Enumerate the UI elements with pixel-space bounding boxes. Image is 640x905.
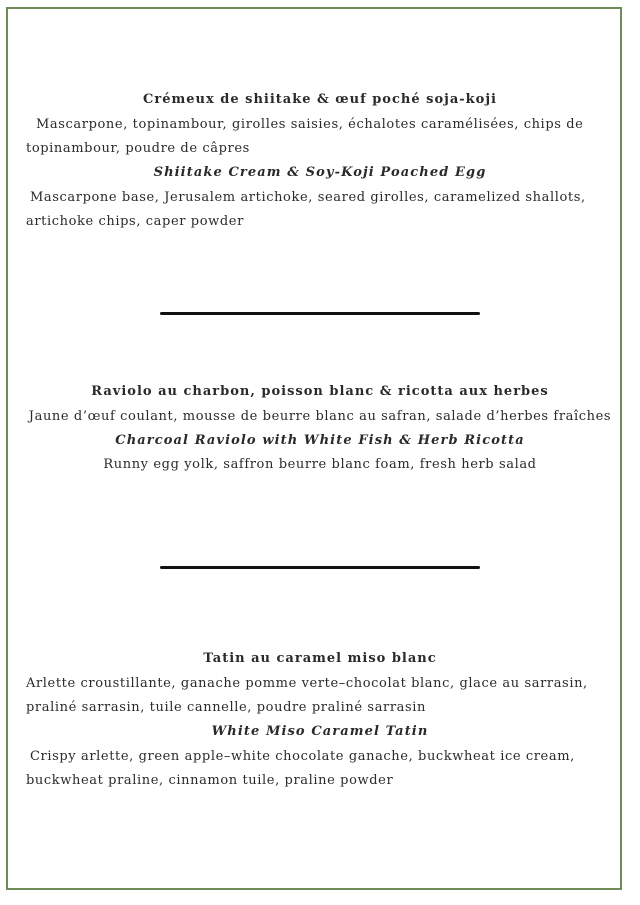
dish-3-french-description-line-1: Arlette croustillante, ganache pomme verte–chocolat blanc, glace au sarrasin, (26, 676, 588, 691)
dish-1-french-title: Crémeux de shiitake & œuf poché soja-koji (143, 92, 497, 107)
section-divider-2 (160, 566, 480, 569)
dish-3-english-title: White Miso Caramel Tatin (211, 724, 429, 739)
dish-1-english-title: Shiitake Cream & Soy-Koji Poached Egg (153, 165, 487, 180)
dish-1-english-description-line-1: Mascarpone base, Jerusalem artichoke, seared girolles, caramelized shallots, (30, 190, 586, 205)
dish-3-french-description-line-2: praliné sarrasin, tuile cannelle, poudre praliné sarrasin (26, 700, 427, 715)
section-divider-1 (160, 312, 480, 315)
dish-3-english-description-line-1: Crispy arlette, green apple–white chocolate ganache, buckwheat ice cream, (30, 749, 575, 764)
dish-1-french-description-line-1: Mascarpone, topinambour, girolles saisies, échalotes caramélisées, chips de (36, 117, 584, 132)
dish-1-english-description-line-2: artichoke chips, caper powder (26, 214, 244, 229)
dish-2-french-description: Jaune d’œuf coulant, mousse de beurre blanc au safran, salade d’herbes fraîches (28, 409, 612, 424)
dish-3-french-title: Tatin au caramel miso blanc (203, 651, 437, 666)
dish-1-french-description-line-2: topinambour, poudre de câpres (26, 141, 250, 156)
dish-2-english-description: Runny egg yolk, saffron beurre blanc foam, fresh herb salad (103, 457, 537, 472)
dish-2-french-title: Raviolo au charbon, poisson blanc & ricotta aux herbes (91, 384, 549, 399)
dish-2-english-title: Charcoal Raviolo with White Fish & Herb Ricotta (115, 433, 525, 448)
dish-3-english-description-line-2: buckwheat praline, cinnamon tuile, praline powder (26, 773, 394, 788)
